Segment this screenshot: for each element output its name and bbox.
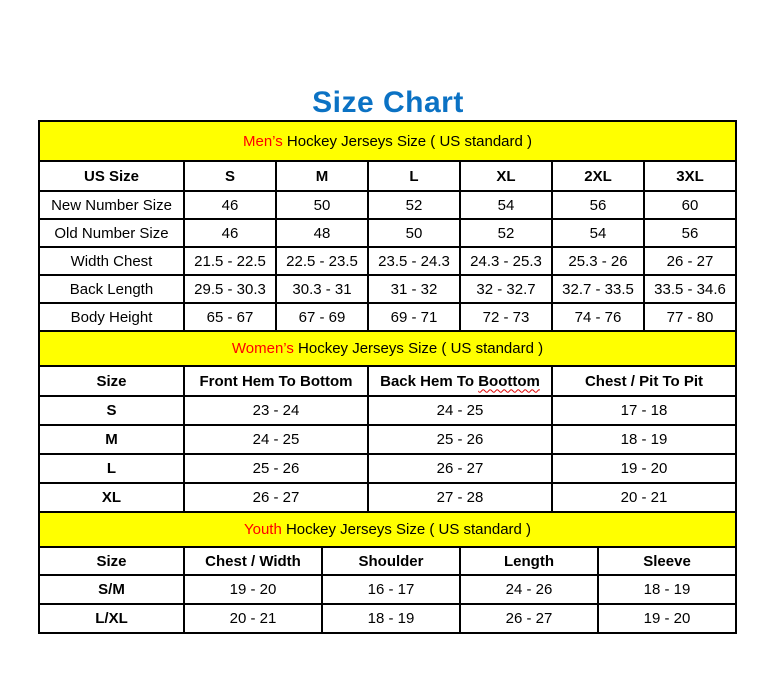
column-header-row	[39, 366, 736, 396]
value-cell: 69 - 71	[368, 303, 460, 331]
size-chart-tables	[38, 120, 735, 634]
value-cell: 25 - 26	[368, 425, 552, 454]
value-cell: 74 - 76	[552, 303, 644, 331]
section-banner-youth	[39, 512, 736, 547]
column-header-misspelled-word: Boottom	[478, 372, 540, 390]
value-cell: 22.5 - 23.5	[276, 247, 368, 275]
size-table-men	[38, 120, 737, 332]
column-header: Sleeve	[598, 547, 736, 575]
column-header: XL	[460, 161, 552, 191]
table-row	[39, 303, 736, 331]
value-cell: 24 - 26	[460, 575, 598, 604]
row-label: New Number Size	[39, 191, 184, 219]
value-cell: 56	[644, 219, 736, 247]
row-label: Body Height	[39, 303, 184, 331]
table-row	[39, 191, 736, 219]
value-cell: 52	[368, 191, 460, 219]
row-label: L	[39, 454, 184, 483]
value-cell: 67 - 69	[276, 303, 368, 331]
value-cell: 26 - 27	[184, 483, 368, 512]
column-header: US Size	[39, 161, 184, 191]
value-cell: 18 - 19	[322, 604, 460, 633]
column-header: Length	[460, 547, 598, 575]
value-cell: 46	[184, 219, 276, 247]
column-header: M	[276, 161, 368, 191]
table-row	[39, 575, 736, 604]
table-row	[39, 275, 736, 303]
value-cell: 54	[460, 191, 552, 219]
table-row	[39, 454, 736, 483]
size-table-women	[38, 330, 737, 513]
value-cell: 20 - 21	[184, 604, 322, 633]
value-cell: 19 - 20	[598, 604, 736, 633]
value-cell: 33.5 - 34.6	[644, 275, 736, 303]
column-header-row	[39, 161, 736, 191]
table-row	[39, 247, 736, 275]
size-table-youth	[38, 511, 737, 634]
value-cell: 16 - 17	[322, 575, 460, 604]
column-header	[368, 366, 552, 396]
value-cell: 24.3 - 25.3	[460, 247, 552, 275]
value-cell: 23.5 - 24.3	[368, 247, 460, 275]
value-cell: 32.7 - 33.5	[552, 275, 644, 303]
value-cell: 72 - 73	[460, 303, 552, 331]
column-header: Chest / Width	[184, 547, 322, 575]
section-banner-row	[39, 121, 736, 161]
table-row	[39, 483, 736, 512]
value-cell: 26 - 27	[368, 454, 552, 483]
page-title: Size Chart	[312, 86, 464, 120]
value-cell: 17 - 18	[552, 396, 736, 425]
value-cell: 18 - 19	[552, 425, 736, 454]
section-banner-row	[39, 512, 736, 547]
section-title-text: Hockey Jerseys Size ( US standard )	[298, 340, 544, 357]
section-title-accent: Women’s	[231, 340, 294, 357]
value-cell: 24 - 25	[184, 425, 368, 454]
row-label: XL	[39, 483, 184, 512]
table-row	[39, 425, 736, 454]
value-cell: 32 - 32.7	[460, 275, 552, 303]
row-label: Width Chest	[39, 247, 184, 275]
row-label: S	[39, 396, 184, 425]
column-header: 3XL	[644, 161, 736, 191]
column-header-text: Back Hem To	[380, 372, 479, 390]
value-cell: 54	[552, 219, 644, 247]
value-cell: 77 - 80	[644, 303, 736, 331]
section-title-accent: Youth	[243, 521, 282, 538]
value-cell: 48	[276, 219, 368, 247]
column-header: Size	[39, 547, 184, 575]
value-cell: 27 - 28	[368, 483, 552, 512]
row-label: Old Number Size	[39, 219, 184, 247]
value-cell: 50	[368, 219, 460, 247]
value-cell: 31 - 32	[368, 275, 460, 303]
table-row	[39, 219, 736, 247]
value-cell: 25.3 - 26	[552, 247, 644, 275]
value-cell: 20 - 21	[552, 483, 736, 512]
column-header: Front Hem To Bottom	[184, 366, 368, 396]
column-header: Shoulder	[322, 547, 460, 575]
value-cell: 30.3 - 31	[276, 275, 368, 303]
row-label: L/XL	[39, 604, 184, 633]
value-cell: 60	[644, 191, 736, 219]
value-cell: 26 - 27	[460, 604, 598, 633]
value-cell: 19 - 20	[184, 575, 322, 604]
row-label: S/M	[39, 575, 184, 604]
section-title-text: Hockey Jerseys Size ( US standard )	[286, 132, 533, 150]
column-header: Size	[39, 366, 184, 396]
column-header: 2XL	[552, 161, 644, 191]
value-cell: 29.5 - 30.3	[184, 275, 276, 303]
column-header-row	[39, 547, 736, 575]
column-header: S	[184, 161, 276, 191]
value-cell: 23 - 24	[184, 396, 368, 425]
value-cell: 18 - 19	[598, 575, 736, 604]
value-cell: 65 - 67	[184, 303, 276, 331]
row-label: Back Length	[39, 275, 184, 303]
table-row	[39, 604, 736, 633]
table-row	[39, 396, 736, 425]
value-cell: 52	[460, 219, 552, 247]
value-cell: 46	[184, 191, 276, 219]
section-title-text: Hockey Jerseys Size ( US standard )	[285, 521, 532, 538]
section-banner-women	[39, 331, 736, 366]
section-banner-row	[39, 331, 736, 366]
value-cell: 26 - 27	[644, 247, 736, 275]
value-cell: 25 - 26	[184, 454, 368, 483]
value-cell: 21.5 - 22.5	[184, 247, 276, 275]
column-header: Chest / Pit To Pit	[552, 366, 736, 396]
section-title-accent: Men’s	[243, 132, 283, 150]
section-banner-men	[39, 121, 736, 161]
value-cell: 56	[552, 191, 644, 219]
column-header: L	[368, 161, 460, 191]
value-cell: 19 - 20	[552, 454, 736, 483]
value-cell: 50	[276, 191, 368, 219]
row-label: M	[39, 425, 184, 454]
value-cell: 24 - 25	[368, 396, 552, 425]
